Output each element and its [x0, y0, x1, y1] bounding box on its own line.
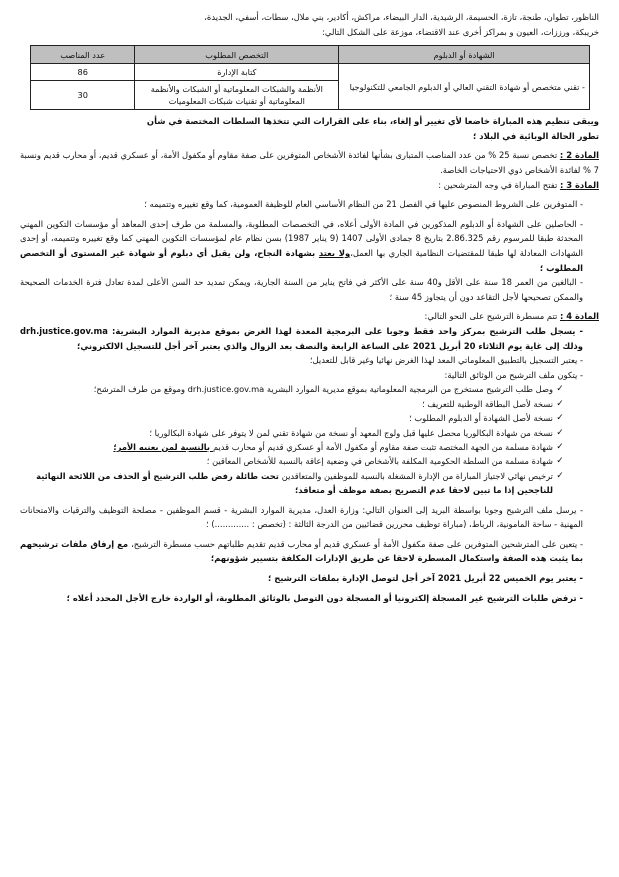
doc-item	[20, 411, 599, 425]
article-3-item-3: - البالغين من العمر 18 سنة على الأقل و40 سنة على الأكثر في فاتح يناير من السنة الجارية، ويمكن تمديد حد السن الأعلى لمدة تعادل فترة الخدمات الصحيحة والممكن تصحيحها لأجل التقاعد دون أن يتجاوز 45 سنة ؛	[20, 275, 599, 304]
item-2-bold-2: بشهادة النجاح، ولن يقبل أي دبلوم أو شهادة غير المستوى أو التخصص المطلوب ؛	[20, 247, 583, 273]
header-count: عدد المناصب	[31, 46, 135, 64]
article-4-text: تتم مسطرة الترشيح على النحو التالي:	[424, 311, 560, 322]
intro-line-2: خريبكة، ورززات، العيون و بمراكز أخرى عند الاقتضاء، موزعة على الشكل التالي:	[322, 26, 599, 37]
doc-item	[20, 426, 599, 440]
note-line-2: تطور الحالة الوبائية في البلاد ؛	[473, 130, 599, 141]
header-degree: الشهادة أو الدبلوم	[339, 46, 590, 64]
article-4-para-2: - يعتبر التسجيل بالتطبيق المعلوماتي المعد لهذا الغرض نهائيا وغير قابل للتعديل؛	[20, 353, 599, 368]
doc-1-text	[94, 382, 553, 396]
para-1-text: يسجل طلب الترشيح بمركز واحد فقط وجوبا على البرمجية المعدة لهذا الغرض بموقع مديرية الموارد البشرية:	[112, 325, 576, 336]
article-3-item-1: - المتوفرين على الشروط المنصوص عليها في الفصل 21 من النظام الأساسي العام للوظيفة العمومية، كما وقع تغييره وتتميمه ؛	[20, 197, 599, 212]
check-icon: ✓	[556, 441, 564, 452]
count-cell: 30	[31, 81, 135, 110]
dash-glyph: -	[575, 325, 583, 336]
degree-cell: - تقني متخصص أو شهادة التقني العالي أو الدبلوم الجامعي للتكنولوجيا	[339, 64, 590, 110]
specialty-cell: كتابة الإدارة	[135, 64, 339, 81]
doc-5-text	[113, 440, 553, 454]
check-icon: ✓	[556, 456, 564, 467]
article-3-label: المادة 3 :	[559, 179, 599, 190]
veterans-main: يتعين على المترشحين المتوفرين على صفة مكفول الأمة أو عسكري قديم أو محارب قديم تقديم طلباتهم حسب مسطرة الترشيح،	[131, 538, 578, 549]
doc-7-text	[20, 469, 553, 498]
site-url: drh.justice.gov.ma	[20, 325, 108, 336]
article-4-para-3: - يتكون ملف الترشيح من الوثائق التالية:	[20, 368, 599, 383]
doc-7-tail: تحت طائلة رفض طلب الترشيح أو الحذف من اللائحة النهائية للناجحين إذا ما تبين لاحقا عدم التصريح بصفة موظف أو متعاقد؛	[36, 470, 553, 496]
doc-1-tail: وموقع من طرف المترشح؛	[93, 384, 188, 395]
para-1-text-b: وذلك إلى غاية يوم الثلاثاء 20 أبريل 2021 على الساعة الرابعة والنصف بعد الزوال والذي يعتبر آخر أجل للتسجيل الالكتروني؛	[77, 340, 583, 351]
check-icon: ✓	[556, 398, 564, 409]
doc-item	[20, 382, 599, 396]
send-instructions: - يرسل ملف الترشيح وجوبا بواسطة البريد إلى العنوان التالي: وزارة العدل، مديرية الموارد البشرية - قسم الموظفين - مصلحة التوظيف والترقيات والامتحانات المهنية - ساحة المامونية، الرباط، (مباراة توظيف محررين قضائيين من الدرجة الثالثة : (تخصص : .............) ؛	[20, 503, 599, 532]
doc-item	[20, 454, 599, 468]
doc-item	[20, 397, 599, 411]
doc-6-text: شهادة مسلمة من السلطة الحكومية المكلفة بالأشخاص في وضعية إعاقة بالنسبة للأشخاص المعاقين ؛	[206, 456, 553, 467]
article-3	[20, 178, 599, 193]
doc-item	[20, 469, 599, 498]
article-4-para-1	[20, 324, 599, 353]
positions-table	[30, 45, 590, 110]
table-header-row	[31, 46, 590, 64]
article-2-text: تخصص نسبة 25 % من عدد المناصب المتبارى بشأنها لفائدة الأشخاص المتوفرين على صفة مقاوم أو مكفول الأمة، أو عسكري قديم، أو محارب قديم ونسبة 7 % لفائدة الأشخاص ذوي الاحتياجات الخاصة.	[20, 150, 599, 175]
intro-line-1: الناظور، تطوان، طنجة، تازة، الحسيمة، الرشيدية، الدار البيضاء، مراكش، أكادير، بني ملال، سطات، أسفي، الجديدة،	[204, 12, 599, 22]
doc-5-main: شهادة مسلمة من الجهة المختصة تثبت صفة مقاوم أو مكفول الأمة أو عسكري قديم أو محارب قديم	[212, 441, 553, 452]
doc-1-main: وصل طلب الترشيح مستخرج من البرمجية المعلوماتية بموقع مديرية الموارد البشرية	[266, 384, 553, 395]
article-4	[20, 309, 599, 324]
article-4-label: المادة 4 :	[559, 311, 599, 322]
doc-2-text: نسخة لأصل البطاقة الوطنية للتعريف ؛	[422, 398, 553, 409]
note-line-1: ويبقى تنظيم هذه المباراة خاضعا لأي تغيير أو إلغاء، بناء على القرارات التي تتخذها السلطات المختصة في شأن	[146, 116, 599, 127]
dash-glyph: -	[576, 218, 583, 229]
item-2-text: الحاصلين على الشهادة أو الدبلوم المذكورين في المادة الأولى أعلاه، في التخصصات المطلوبة، والمسلمة من طرف إحدى المعاهد أو مؤسسات التكوين المهني المحدثة طبقا للمرسوم رقم 2.86.325 بتاريخ 8 جمادى الأولى 1407 (9 يناير 1987) بسن نظام عام لمؤسسات التكوين المهني كما وقع تغييره وتتميمه، أو إحدى الشهادات المعادلة لها طبقا للمقتضيات النظامية الجاري بها العمل،	[20, 218, 583, 258]
check-icon: ✓	[556, 384, 564, 395]
doc-item	[20, 440, 599, 454]
doc-4-text: نسخة من شهادة البكالوريا محصل عليها قبل ولوج المعهد أو نسخة من شهادة تقني لمن لا يتوفر على شهادة البكالوريا ؛	[149, 427, 553, 438]
article-3-item-2	[20, 217, 599, 275]
check-icon: ✓	[556, 427, 564, 438]
count-cell: 86	[31, 64, 135, 81]
veterans-note	[20, 537, 599, 566]
veterans-tail: مع إرفاق ملفات ترشيحهم بما يثبت هذه الصفة واستكمال المسطرة لاحقا عن طريق الإدارات المكلفة بتسيير شؤونهم؛	[20, 538, 583, 564]
table-row	[31, 64, 590, 81]
article-3-text: تفتح المباراة في وجه المترشحين :	[438, 179, 560, 190]
check-icon: ✓	[556, 470, 564, 481]
doc-1-url: drh.justice.gov.ma	[187, 384, 265, 395]
doc-3-text: نسخة لأصل الشهادة أو الدبلوم المطلوب ؛	[409, 413, 553, 424]
article-2	[20, 148, 599, 177]
dash-glyph: -	[577, 538, 584, 549]
reject-note: - ترفض طلبات الترشيح غير المسجلة إلكترونيا أو المسجلة دون التوصل بالوثائق المطلوبة، أو الواردة خارج الأجل المحدد أعلاه ؛	[20, 591, 599, 606]
document-page	[20, 0, 599, 605]
article-2-label: المادة 2 :	[559, 150, 600, 161]
specialty-cell: الأنظمة والشبكات المعلوماتية أو الشبكات والأنظمة المعلوماتية أو تقنيات شبكات المعلوميات	[135, 81, 339, 110]
item-2-bold-1: ولا يعتد	[318, 247, 351, 258]
check-icon: ✓	[556, 413, 564, 424]
header-specialty: التخصص المطلوب	[135, 46, 339, 64]
doc-7-main: ترخيص نهائي لاجتياز المباراة من الإدارة المشغلة بالنسبة للموظفين والمتعاقدين	[281, 470, 553, 481]
deadline-note: - يعتبر يوم الخميس 22 أبريل 2021 آخر أجل لتوصل الإدارة بملفات الترشيح ؛	[20, 571, 599, 586]
doc-5-tail: بالنسبة لمن يعنيه الأمر؛	[113, 441, 213, 452]
